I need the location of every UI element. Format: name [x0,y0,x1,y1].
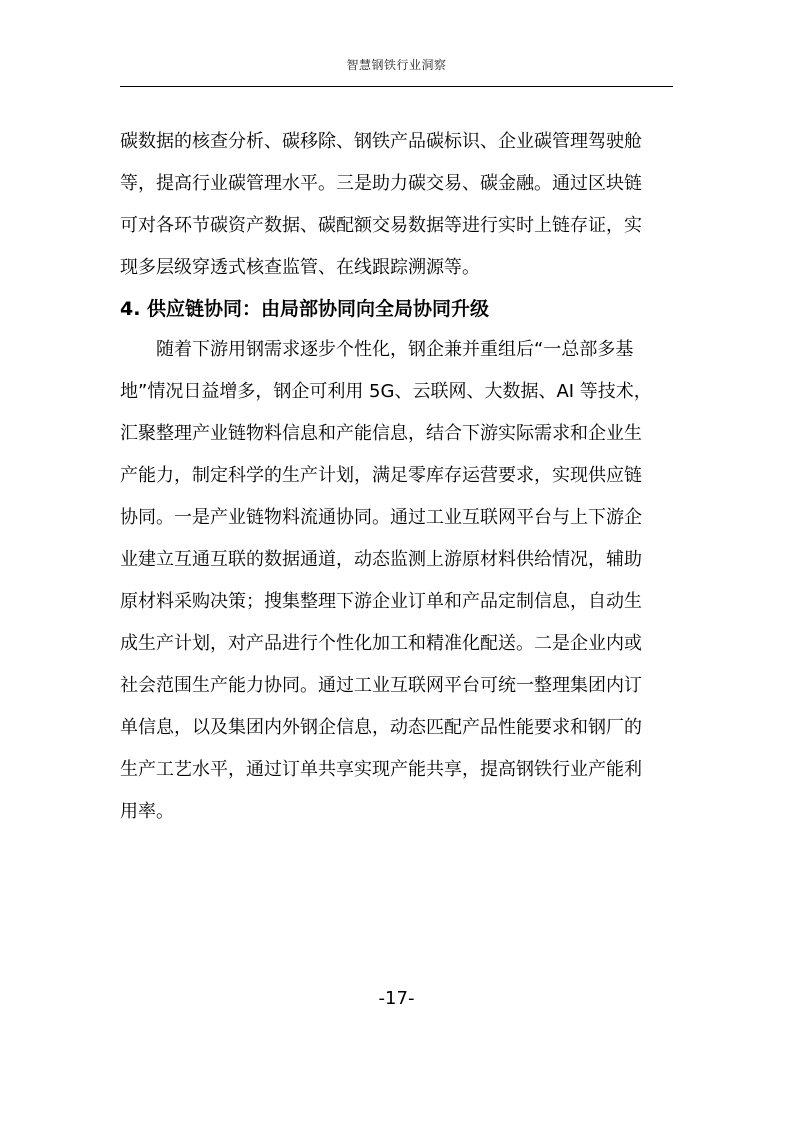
paragraph-line: 生产工艺水平，通过订单共享实现产能共享，提高钢铁行业产能利 [120,759,642,780]
paragraph-line: 汇聚整理产业链物料信息和产能信息，结合下游实际需求和企业生 [120,423,642,444]
section-heading: 4. 供应链协同：由局部协同向全局协同升级 [120,298,490,320]
header-title: 智慧钢铁行业洞察 [346,58,447,72]
paragraph-line: 随着下游用钢需求逐步个性化，钢企兼并重组后“一总部多基 [120,339,634,360]
paragraph-line: 用率。 [120,801,174,822]
paragraph-line: 产能力，制定科学的生产计划，满足零库存运营要求，实现供应链 [120,465,642,486]
paragraph-line: 成生产计划，对产品进行个性化加工和精准化配送。二是企业内或 [120,633,642,654]
paragraph-line: 等，提高行业碳管理水平。三是助力碳交易、碳金融。通过区块链 [120,173,642,194]
paragraph-line: 可对各环节碳资产数据、碳配额交易数据等进行实时上链存证，实 [120,215,642,236]
paragraph-line: 社会范围生产能力协同。通过工业互联网平台可统一整理集团内订 [120,675,642,696]
paragraph-line: 原材料采购决策；搜集整理下游企业订单和产品定制信息，自动生 [120,591,642,612]
paragraph-line: 协同。一是产业链物料流通协同。通过工业互联网平台与上下游企 [120,507,642,528]
paragraph-line: 地”情况日益增多，钢企可利用 5G、云联网、大数据、AI 等技术， [120,381,652,402]
header-divider [120,86,673,87]
paragraph-line: 单信息，以及集团内外钢企信息，动态匹配产品性能要求和钢厂的 [120,717,642,738]
page-number: -17- [378,988,415,1009]
paragraph-line: 碳数据的核查分析、碳移除、钢铁产品碳标识、企业碳管理驾驶舱 [120,131,642,152]
paragraph-line: 现多层级穿透式核查监管、在线跟踪溯源等。 [120,257,480,278]
paragraph-line: 业建立互通互联的数据通道，动态监测上游原材料供给情况，辅助 [120,549,642,570]
